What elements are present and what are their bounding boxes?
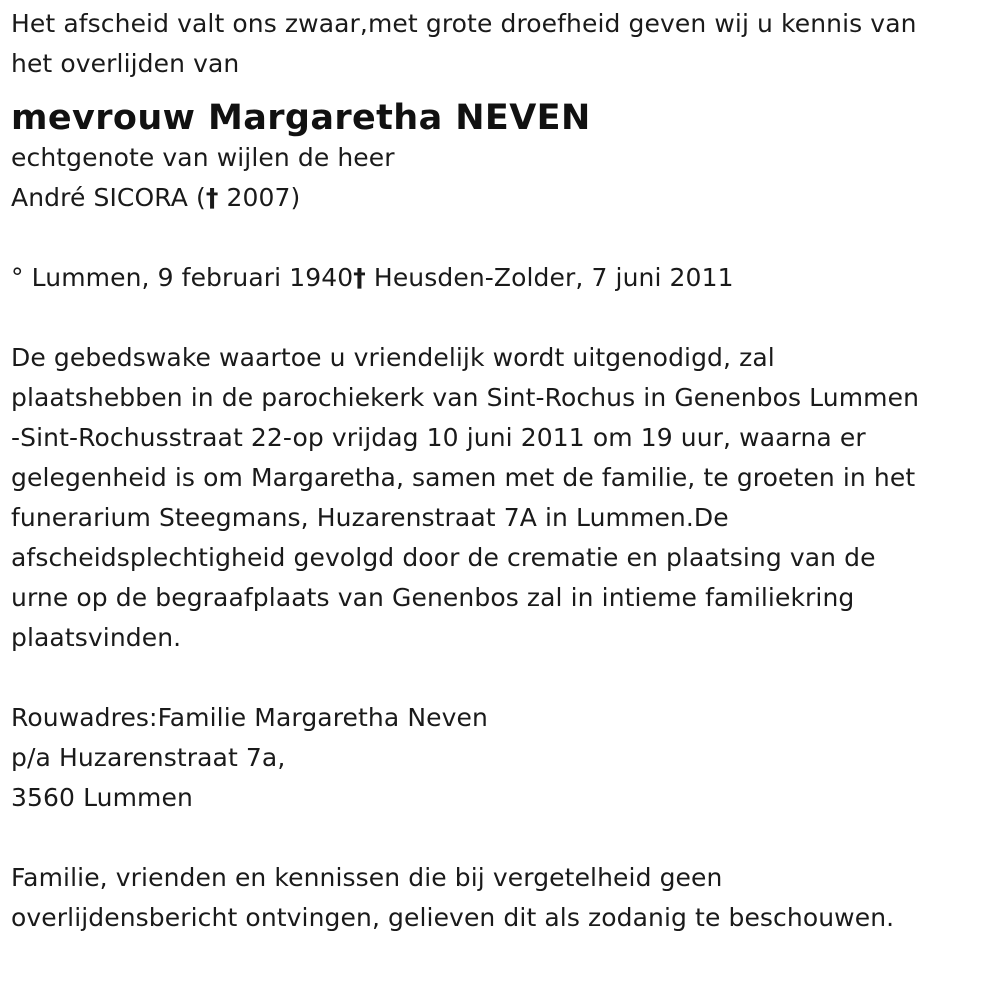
ceremony-line: De gebedswake waartoe u vriendelijk wordt uitgenodigd, zal: [11, 343, 775, 372]
birth-date: Lummen, 9 februari 1940: [23, 263, 354, 292]
spouse-name: André SICORA (: [11, 183, 206, 212]
obituary-document: [11, 4, 991, 938]
ceremony-line: afscheidsplechtigheid gevolgd door de crematie en plaatsing van de: [11, 543, 876, 572]
relation-line: echtgenote van wijlen de heer: [11, 143, 395, 172]
cross-icon: †: [205, 183, 219, 212]
spacer: [11, 218, 991, 258]
mourning-address: [11, 698, 991, 818]
spacer: [11, 298, 991, 338]
spouse-death-year: 2007): [218, 183, 301, 212]
spouse-line: [11, 178, 991, 218]
spacer: [11, 818, 991, 858]
ceremony-line: -Sint-Rochusstraat 22-op vrijdag 10 juni 2011 om 19 uur, waarna er: [11, 423, 866, 452]
closing-line-1: Familie, vrienden en kennissen die bij vergetelheid geen: [11, 863, 723, 892]
spacer: [11, 658, 991, 698]
closing-note: [11, 858, 991, 938]
closing-line-2: overlijdensbericht ontvingen, gelieven dit als zodanig te beschouwen.: [11, 903, 895, 932]
ceremony-line: urne op de begraafplaats van Genenbos zal in intieme familiekring: [11, 583, 855, 612]
cross-icon: †: [353, 263, 366, 292]
birth-symbol: °: [11, 263, 24, 292]
life-dates-line: [11, 258, 991, 298]
ceremony-paragraph: [11, 338, 991, 658]
ceremony-line: funerarium Steegmans, Huzarenstraat 7A in Lummen.De: [11, 503, 729, 532]
address-line-3: 3560 Lummen: [11, 783, 193, 812]
intro-line-2: het overlijden van: [11, 49, 240, 78]
ceremony-line: plaatsvinden.: [11, 623, 182, 652]
deceased-name: mevrouw Margaretha NEVEN: [11, 98, 591, 138]
intro-line-1: Het afscheid valt ons zwaar,met grote droefheid geven wij u kennis van: [11, 9, 917, 38]
deceased-name-row: [11, 98, 991, 138]
address-line-2: p/a Huzarenstraat 7a,: [11, 743, 286, 772]
ceremony-line: plaatshebben in de parochiekerk van Sint-Rochus in Genenbos Lummen: [11, 383, 920, 412]
ceremony-line: gelegenheid is om Margaretha, samen met de familie, te groeten in het: [11, 463, 916, 492]
address-line-1: Rouwadres:Familie Margaretha Neven: [11, 703, 488, 732]
death-date: Heusden-Zolder, 7 juni 2011: [365, 263, 734, 292]
